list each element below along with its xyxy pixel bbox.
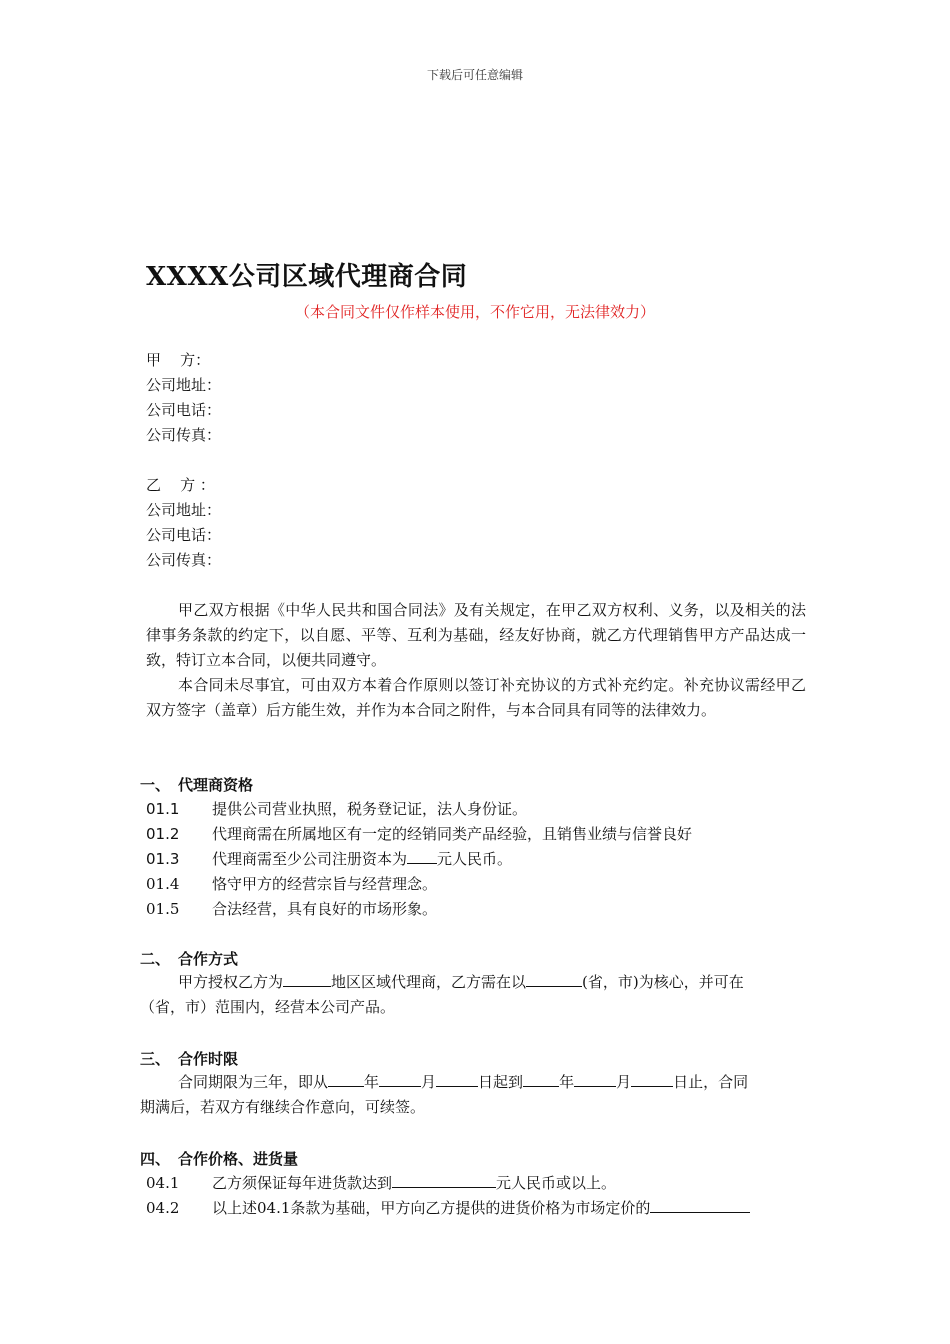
item-text: 代理商需至少公司注册资本为 [212, 850, 408, 868]
section-1-item [146, 822, 692, 847]
item-code: 01.2 [146, 825, 180, 843]
party-a-label: 甲 方： [146, 351, 211, 369]
intro-paragraph-2: 本合同未尽事宜，可由双方本着合作原则以签订补充协议的方式补充约定。补充协议需经甲乙双方签字（盖章）后方能生效，并作为本合同之附件，与本合同具有同等的法律效力。 [146, 676, 806, 719]
section-1-item [146, 847, 512, 872]
item-code: 04.1 [146, 1174, 180, 1192]
party-b-block [146, 473, 221, 573]
section-4-item [146, 1171, 616, 1196]
item-text: 元人民币或以上。 [496, 1174, 617, 1192]
item-text: 乙方须保证每年进货款达到 [212, 1174, 393, 1192]
section-3-text: 日起到 [478, 1073, 524, 1091]
section-2-text: （省，市）范围内，经营本公司产品。 [140, 998, 396, 1016]
fill-blank[interactable] [328, 1072, 364, 1087]
section-1-title: 代理商资格 [178, 776, 254, 794]
section-4-number: 四、 [140, 1150, 171, 1168]
item-text: 以上述04.1条款为基础，甲方向乙方提供的进货价格为市场定价的 [212, 1199, 651, 1217]
party-b-fax: 公司传真： [146, 551, 222, 569]
section-1-number: 一、 [140, 776, 171, 794]
party-a-address: 公司地址： [146, 376, 222, 394]
item-code: 01.3 [146, 850, 180, 868]
section-3-text: 合同期限为三年，即从 [178, 1073, 329, 1091]
fill-blank[interactable] [407, 849, 437, 864]
section-2-text: 甲方授权乙方为 [178, 973, 284, 991]
section-3-text: 月 [421, 1073, 437, 1091]
section-2-text: (省，市)为核心，并可在 [582, 973, 744, 991]
section-2-number: 二、 [140, 950, 171, 968]
section-3-paragraph [140, 1070, 806, 1120]
section-2-paragraph [140, 970, 806, 1020]
fill-blank[interactable] [392, 1173, 496, 1188]
intro-paragraph-1: 甲乙双方根据《中华人民共和国合同法》及有关规定，在甲乙双方权利、义务，以及相关的法律事务条款的约定下，以自愿、平等、互利为基础，经友好协商，就乙方代理销售甲方产品达成一致，特订立本合同，以便共同遵守。 [146, 601, 806, 669]
item-code: 01.4 [146, 875, 180, 893]
party-a-fax: 公司传真： [146, 426, 222, 444]
fill-blank[interactable] [574, 1072, 616, 1087]
party-b-address: 公司地址： [146, 501, 222, 519]
section-1-item [146, 872, 437, 897]
section-4-heading [140, 1148, 298, 1169]
fill-blank[interactable] [436, 1072, 478, 1087]
header-note: 下载后可任意编辑 [426, 68, 523, 82]
section-2-title: 合作方式 [178, 950, 239, 968]
fill-blank[interactable] [650, 1198, 750, 1213]
section-3-title: 合作时限 [178, 1050, 239, 1068]
section-1-heading [140, 774, 253, 795]
section-4-item [146, 1196, 750, 1221]
item-text: 恪守甲方的经营宗旨与经营理念。 [212, 875, 438, 893]
section-3-text: 期满后，若双方有继续合作意向，可续签。 [140, 1098, 426, 1116]
section-3-text: 月 [616, 1073, 632, 1091]
section-1-item [146, 897, 437, 922]
item-text: 提供公司营业执照，税务登记证，法人身份证。 [212, 800, 528, 818]
fill-blank[interactable] [631, 1072, 673, 1087]
section-3-text: 年 [364, 1073, 380, 1091]
section-3-number: 三、 [140, 1050, 171, 1068]
section-3-text: 日止，合同 [673, 1073, 749, 1091]
item-code: 01.5 [146, 900, 180, 918]
section-3-heading [140, 1048, 238, 1069]
fill-blank[interactable] [523, 1072, 559, 1087]
party-b-phone: 公司电话： [146, 526, 222, 544]
item-text: 元人民币。 [437, 850, 513, 868]
section-2-heading [140, 948, 238, 969]
section-3-text: 年 [559, 1073, 575, 1091]
fill-blank[interactable] [526, 972, 582, 987]
section-1-item [146, 797, 527, 822]
item-text: 代理商需在所属地区有一定的经销同类产品经验，且销售业绩与信誉良好 [212, 825, 693, 843]
party-b-label: 乙 方 ： [146, 476, 215, 494]
fill-blank[interactable] [379, 1072, 421, 1087]
item-text: 合法经营，具有良好的市场形象。 [212, 900, 438, 918]
fill-blank[interactable] [283, 972, 331, 987]
party-a-block [146, 348, 221, 448]
party-a-phone: 公司电话： [146, 401, 222, 419]
item-code: 01.1 [146, 800, 180, 818]
document-title: XXXX公司区域代理商合同 [146, 262, 468, 292]
item-code: 04.2 [146, 1199, 180, 1217]
section-2-text: 地区区域代理商，乙方需在以 [331, 973, 527, 991]
document-subtitle: （本合同文件仅作样本使用，不作它用，无法律效力） [294, 303, 655, 321]
section-4-title: 合作价格、进货量 [178, 1150, 299, 1168]
